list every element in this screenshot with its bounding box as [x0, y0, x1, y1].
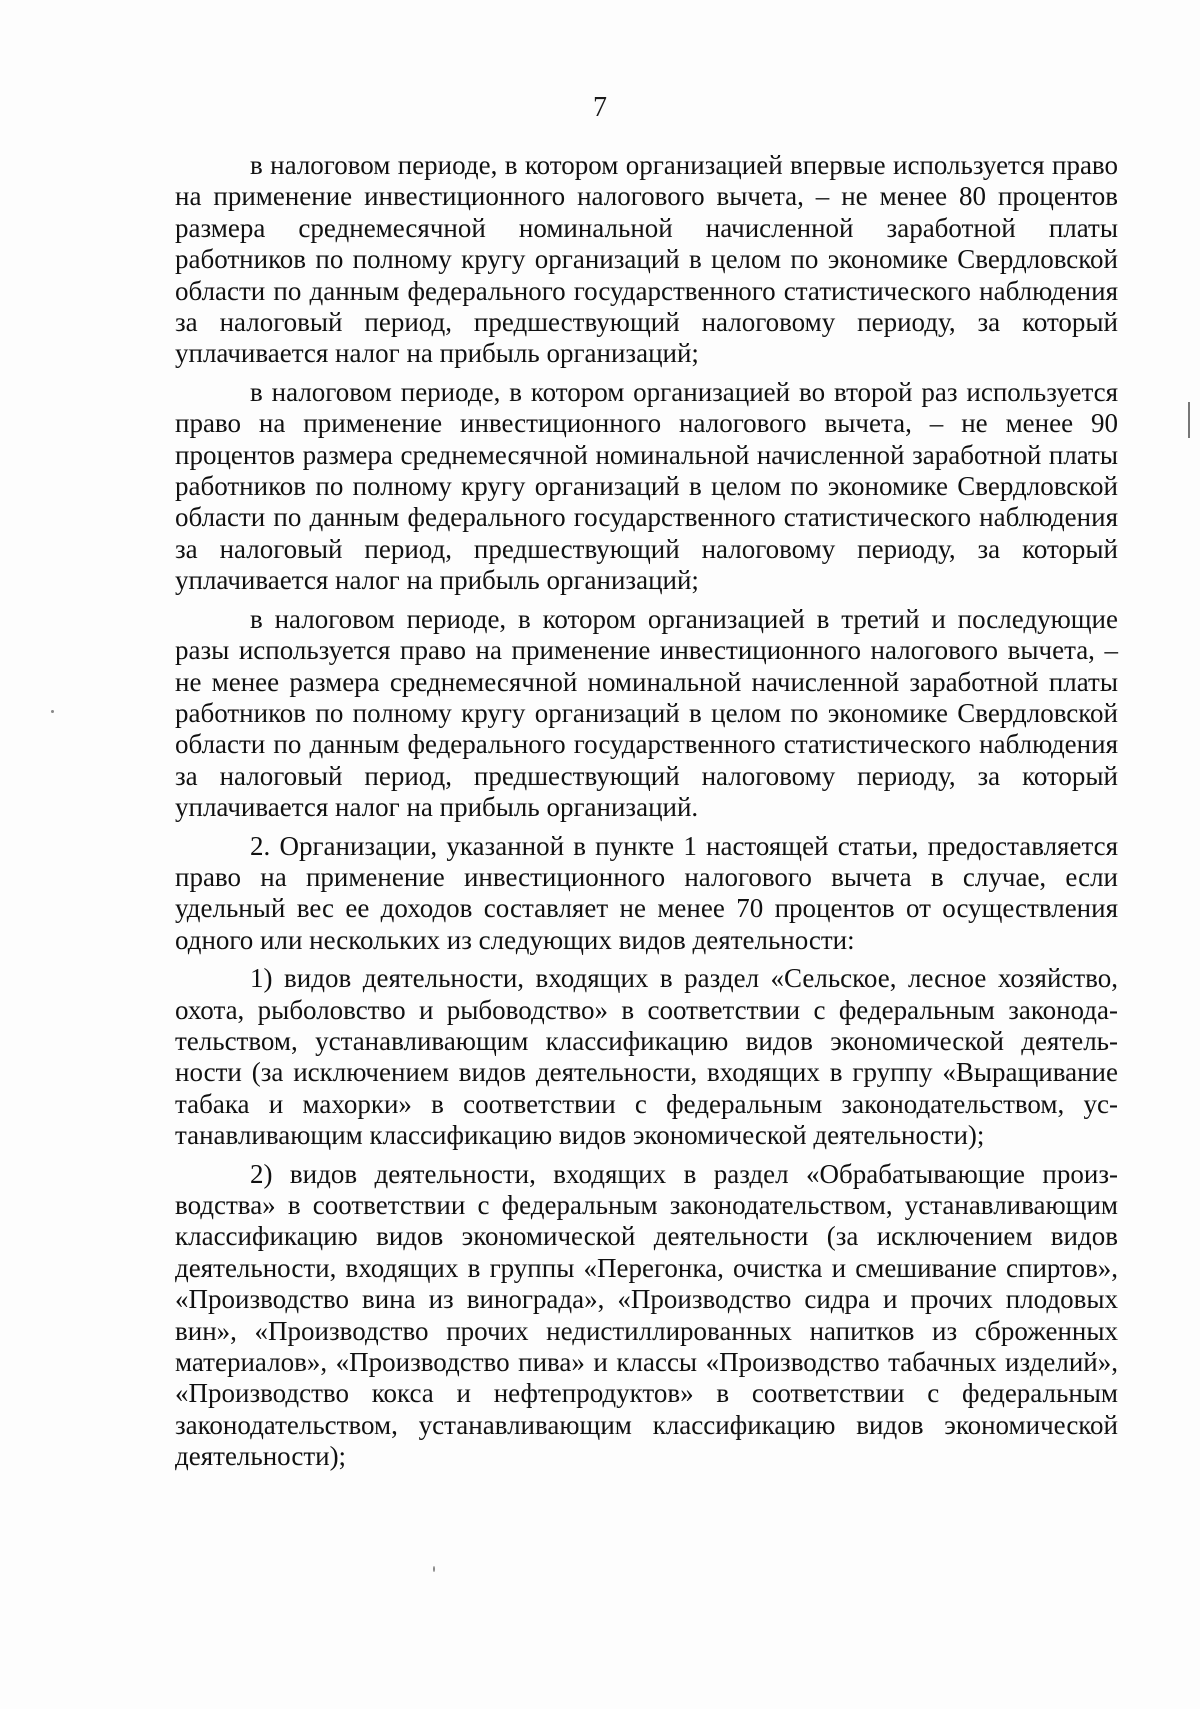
list-item-2: 2) видов деятельности, входящих в раздел «Обрабатывающие производства» в соответствии с федеральным законодательством, устанавливающим классификацию видов экономической деятельности (за исключением видов деятельности, входящих в группы «Перегонка, очистка и смешивание спиртов», «Производство вина из винограда», «Производство сидра и прочих плодовых вин», «Производство прочих недистиллированных напитков из сброженных материалов», «Производство пива» и классы «Производство табачных изделий», «Производство кокса и нефтепродуктов» в соответствии с федеральным законодательством, устанавливающим классификацию видов экономической деятельности); [175, 1158, 1118, 1472]
scan-artifact-dot [433, 1566, 435, 1572]
scan-artifact-line [1188, 402, 1190, 438]
paragraph-third-period: в налоговом периоде, в котором организацией в третий и последующие разы используется право на применение инвестиционного налогового вычета, – не менее размера среднемесячной номинальной начисленной заработной платы работников по полному кругу организаций в целом по экономике Свердловской области по данным федерального государственного статистического наблюдения за налоговый период, предшествующий налоговому периоду, за который уплачивается налог на прибыль организаций. [175, 603, 1118, 823]
paragraph-first-period: в налоговом периоде, в котором организацией впервые используется право на применение инвестиционного налогового вычета, – не менее 80 процентов размера среднемесячной номинальной начисленной заработной платы работников по полному кругу организаций в целом по экономике Свердловской области по данным федерального государственного статистического наблюдения за налоговый период, предшествующий налоговому периоду, за который уплачивается налог на прибыль организаций; [175, 150, 1118, 369]
list-item-1: 1) видов деятельности, входящих в раздел «Сельское, лесное хозяйство, охота, рыболовство и рыбоводство» в соответствии с федеральным законодательством, устанавливающим классификацию видов экономической деятельности (за исключением видов деятельности, входящих в группу «Выращивание табака и махорки» в соответствии с федеральным законодательством, устанавливающим классификацию видов экономической деятельности); [175, 963, 1118, 1151]
scan-artifact-dot [51, 710, 54, 713]
paragraph-clause-2: 2. Организации, указанной в пункте 1 настоящей статьи, предоставляется право на применение инвестиционного налогового вычета в случае, если удельный вес ее доходов составляет не менее 70 процентов от осуществления одного или нескольких из следующих видов деятельности: [175, 830, 1118, 955]
document-body [175, 150, 1118, 1480]
page-number: 7 [593, 92, 607, 123]
paragraph-second-period: в налоговом периоде, в котором организацией во второй раз используется право на применение инвестиционного налогового вычета, – не менее 90 процентов размера среднемесячной номинальной начисленной заработной платы работников по полному кругу организаций в целом по экономике Свердловской области по данным федерального государственного статистического наблюдения за налоговый период, предшествующий налоговому периоду, за который уплачивается налог на прибыль организаций; [175, 376, 1118, 596]
